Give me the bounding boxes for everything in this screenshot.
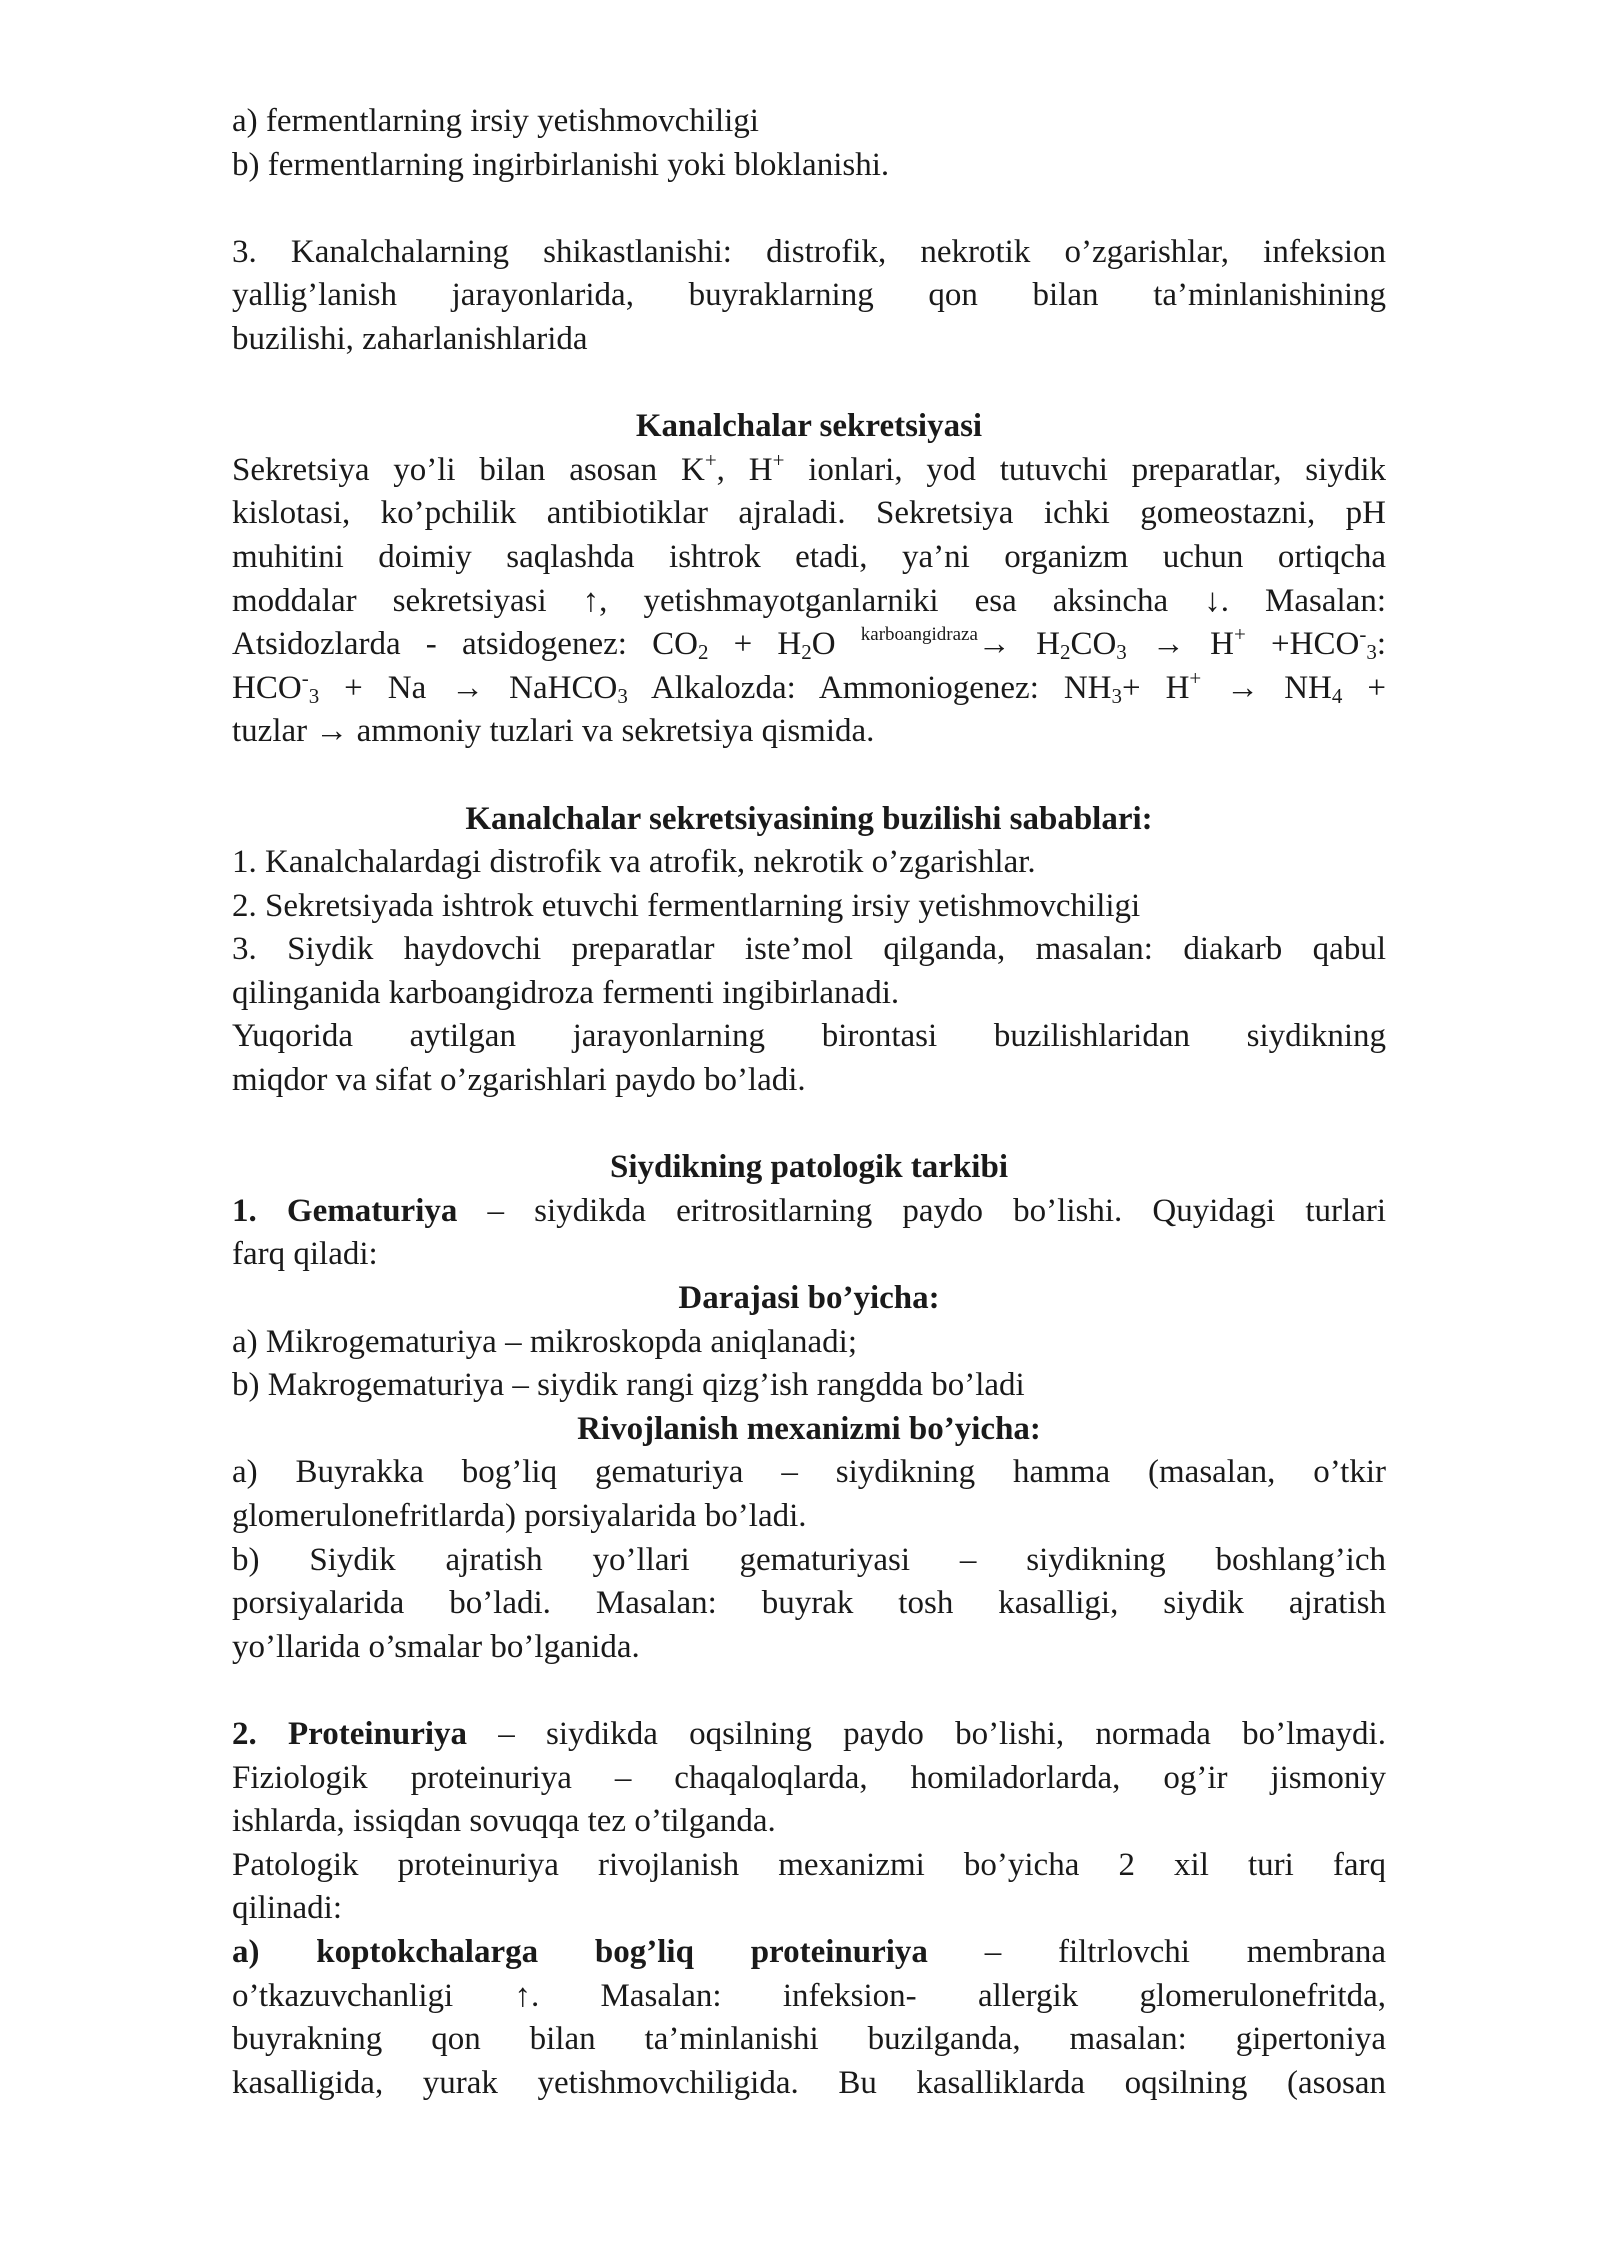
paragraph-line: qilinadi: [232, 1890, 342, 1927]
subheading-degree: Darajasi bo’yicha: [678, 1280, 940, 1317]
paragraph-line: ishlarda, issiqdan sovuqqa tez o’tilganda. [232, 1803, 776, 1840]
paragraph-line: a) koptokchalarga bog’liq proteinuriya – filtrlovchi membrana [232, 1933, 1386, 1970]
list-item-b: b) fermentlarning ingirbirlanishi yoki bloklanishi. [232, 146, 890, 183]
paragraph-line: 2. Proteinuriya – siydikda oqsilning paydo bo’lishi, normada bo’lmaydi. [232, 1715, 1386, 1752]
paragraph-line: Yuqorida aytilgan jarayonlarning birontasi buzilishlaridan siydikning [232, 1018, 1386, 1055]
list-item: glomerulonefritlarda) porsiyalarida bo’ladi. [232, 1498, 807, 1534]
paragraph-line: 3. Kanalchalarning shikastlanishi: distrofik, nekrotik o’zgarishlar, infeksion [232, 233, 1386, 270]
paragraph-line: muhitini doimiy saqlashda ishtrok etadi, ya’ni organizm uchun ortiqcha [232, 538, 1386, 575]
list-item: 1. Kanalchalardagi distrofik va atrofik, nekrotik o’zgarishlar. [232, 844, 1036, 881]
spacer [232, 1103, 1386, 1147]
spacer [232, 362, 1386, 406]
paragraph-line: miqdor va sifat o’zgarishlari paydo bo’ladi. [232, 1062, 806, 1099]
list-item-a: a) fermentlarning irsiy yetishmovchiligi [232, 103, 759, 139]
spacer [232, 754, 1386, 798]
section-heading-secretion-disorders: Kanalchalar sekretsiyasining buzilishi sabablari: [465, 800, 1153, 837]
paragraph-line: kasalligida, yurak yetishmovchiligida. Bu kasalliklarda oqsilning (asosan [232, 2064, 1386, 2101]
list-item: yo’llarida o’smalar bo’lganida. [232, 1628, 640, 1665]
formula-line: $HCO^-_3 + Na$ → NaHCO$_3$ Alkalozda: Ammoniogenez: $NH_3+ H^+ \to NH_4$ + [232, 665, 1386, 708]
list-item: porsiyalarida bo’ladi. Masalan: buyrak tosh kasalligi, siydik ajratish [232, 1585, 1386, 1622]
paragraph-line: kislotasi, ko’pchilik antibiotiklar ajraladi. Sekretsiya ichki gomeostazni, pH [232, 495, 1386, 532]
formula-line: Atsidozlarda - atsidogenez: $CO_2 + H_2O$ $^{karboangidraza}\to H_2CO_3 \to H^+ +HCO^-_3$: [232, 622, 1386, 665]
paragraph-line: Fiziologik proteinuriya – chaqaloqlarda, homiladorlarda, og’ir jismoniy [232, 1759, 1386, 1796]
document-page [232, 100, 1386, 2105]
paragraph-line: 1. Gematuriya – siydikda eritrositlarning paydo bo’lishi. Quyidagi turlari [232, 1192, 1386, 1229]
list-item: b) Siydik ajratish yo’llari gematuriyasi – siydikning boshlang’ich [232, 1541, 1386, 1578]
list-item: b) Makrogematuriya – siydik rangi qizg’ish rangdda bo’ladi [232, 1367, 1025, 1404]
paragraph-line: farq qiladi: [232, 1236, 378, 1273]
paragraph-line: tuzlar → ammoniy tuzlari va sekretsiya qismida. [232, 713, 875, 750]
paragraph-line: yallig’lanish jarayonlarida, buyraklarning qon bilan ta’minlanishining [232, 277, 1386, 314]
paragraph-line: o’tkazuvchanligi ↑. Masalan: infeksion- allergik glomerulonefritda, [232, 1977, 1386, 2014]
list-item: 3. Siydik haydovchi preparatlar iste’mol qilganda, masalan: diakarb qabul [232, 931, 1386, 968]
paragraph-line: buzilishi, zaharlanishlarida [232, 320, 588, 357]
paragraph-line: moddalar sekretsiyasi ↑, yetishmayotganlarniki esa aksincha ↓. Masalan: [232, 582, 1386, 619]
section-heading-secretion: Kanalchalar sekretsiyasi [635, 408, 983, 445]
subheading-mechanism: Rivojlanish mexanizmi bo’yicha: [577, 1410, 1041, 1447]
paragraph-line: buyrakning qon bilan ta’minlanishi buzilganda, masalan: gipertoniya [232, 2021, 1386, 2058]
paragraph-line: Patologik proteinuriya rivojlanish mexanizmi bo’yicha 2 xil turi farq [232, 1846, 1386, 1883]
section-heading-pathological-composition: Siydikning patologik tarkibi [610, 1149, 1008, 1186]
list-item: a) Buyrakka bog’liq gematuriya – siydikning hamma (masalan, o’tkir [232, 1454, 1386, 1491]
list-item: a) Mikrogematuriya – mikroskopda aniqlanadi; [232, 1323, 858, 1360]
paragraph-line: Sekretsiya yo’li bilan asosan K+, H+ ionlari, yod tutuvchi preparatlar, siydik [232, 447, 1386, 488]
list-item: qilinganida karboangidroza fermenti ingibirlanadi. [232, 974, 900, 1011]
spacer [232, 1669, 1386, 1713]
list-item: 2. Sekretsiyada ishtrok etuvchi fermentlarning irsiy yetishmovchiligi [232, 887, 1141, 924]
spacer [232, 187, 1386, 231]
